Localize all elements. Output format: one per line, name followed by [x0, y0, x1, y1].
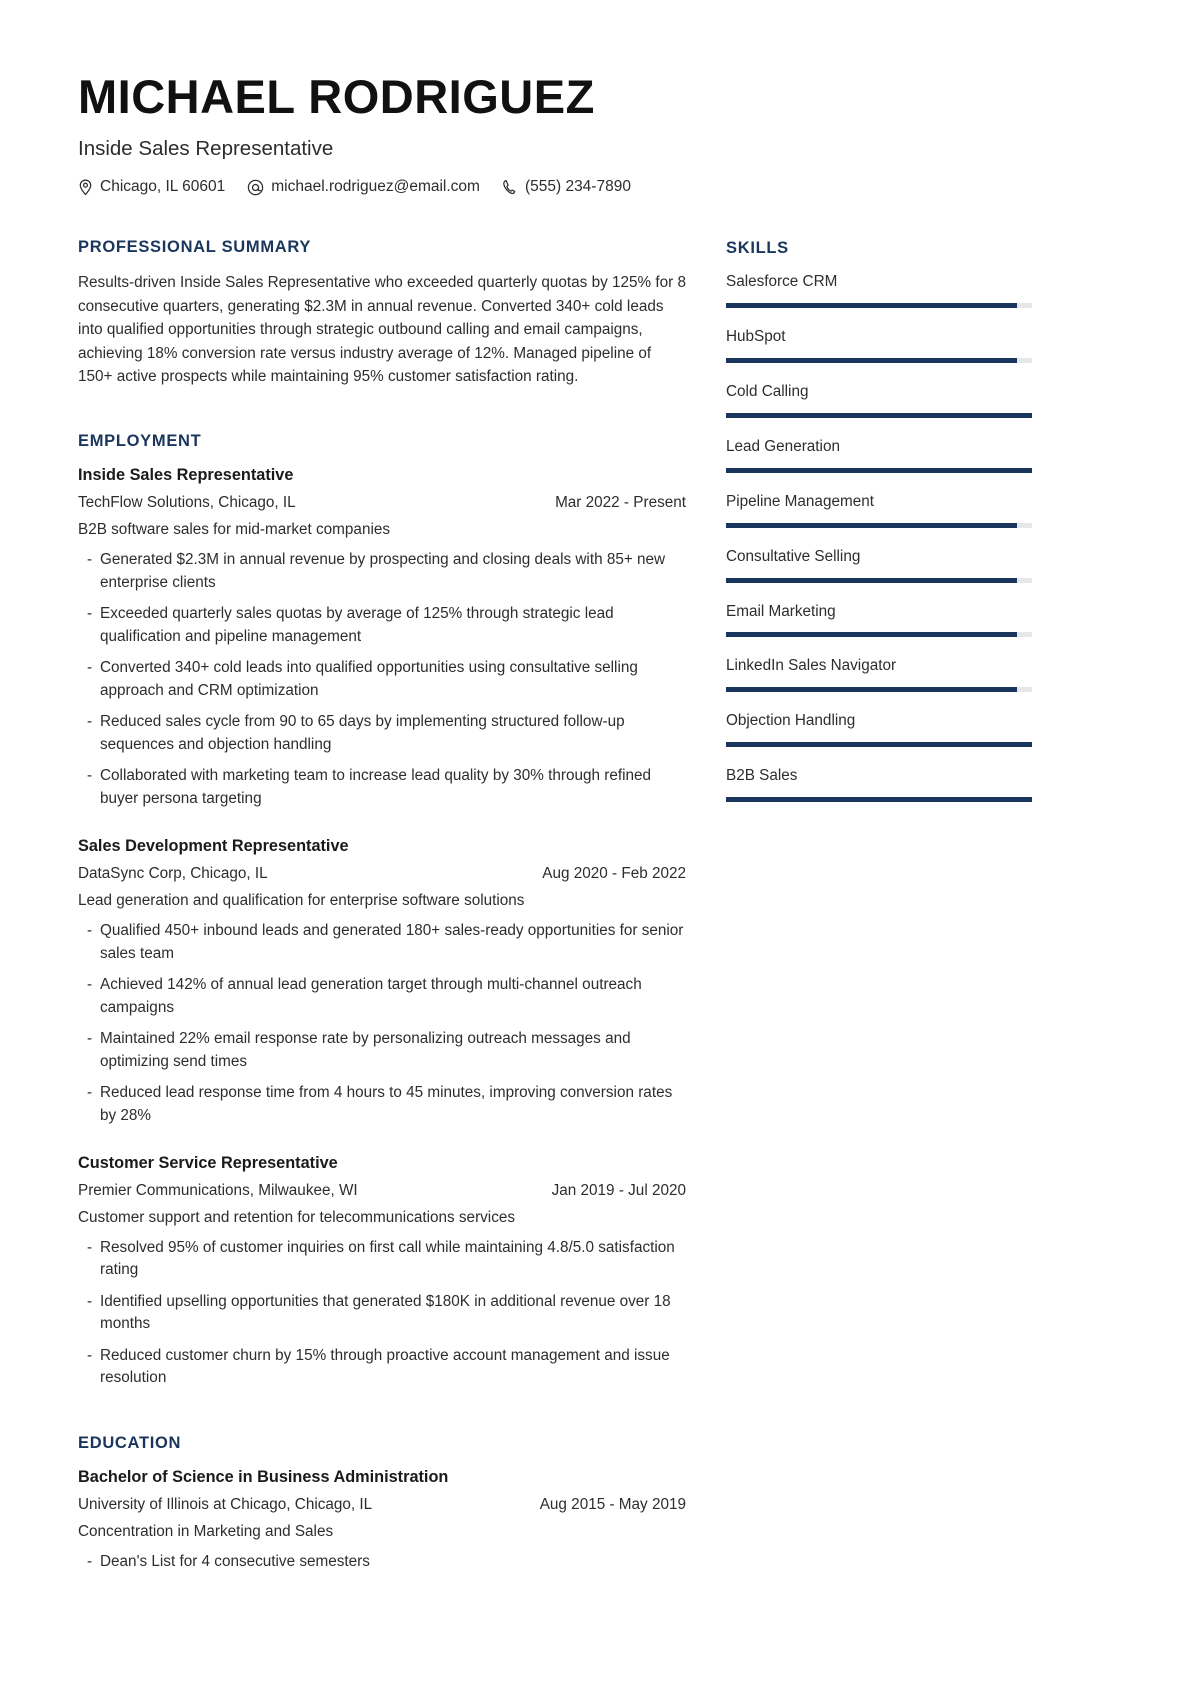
section-employment: [78, 432, 686, 1390]
skill-item: [726, 437, 1032, 473]
section-education: [78, 1434, 686, 1573]
job-dates: Aug 2020 - Feb 2022: [542, 865, 686, 883]
skill-level-track: [726, 413, 1032, 418]
skill-name: Email Marketing: [726, 602, 836, 620]
email-at-icon: [247, 179, 264, 196]
job-company: Premier Communications, Milwaukee, WI: [78, 1182, 358, 1200]
section-skills: [726, 239, 1032, 802]
job-entry: [78, 836, 686, 1127]
skill-level-track: [726, 742, 1032, 747]
job-bullet: [78, 1291, 686, 1336]
job-role: Inside Sales Representative: [78, 466, 294, 485]
skill-level-track: [726, 687, 1032, 692]
bullet-marker: -: [87, 1238, 93, 1256]
skill-level-track: [726, 358, 1032, 363]
contact-location-text: Chicago, IL 60601: [100, 178, 226, 196]
job-bullet: [78, 920, 686, 965]
education-description: Concentration in Marketing and Sales: [78, 1522, 334, 1540]
job-bullet: [78, 1028, 686, 1073]
bullet-marker: -: [87, 605, 93, 623]
skill-name: Consultative Selling: [726, 547, 861, 565]
skill-level-track: [726, 578, 1032, 583]
skill-item: [726, 711, 1032, 747]
bullet-text: Maintained 22% email response rate by personalizing outreach messages and optimizing send times: [100, 1030, 631, 1070]
education-entry: [78, 1467, 686, 1573]
resume-header: [0, 0, 1200, 196]
skill-item: [726, 656, 1032, 692]
bullet-text: Converted 340+ cold leads into qualified opportunities using consultative selling approach and CRM optimization: [100, 659, 638, 699]
section-title-employment: EMPLOYMENT: [78, 432, 202, 451]
job-dates: Jan 2019 - Jul 2020: [551, 1182, 686, 1200]
job-dates: Mar 2022 - Present: [555, 494, 686, 512]
skill-level-fill: [726, 468, 1032, 473]
job-bullet: [78, 1237, 686, 1282]
job-role: Customer Service Representative: [78, 1153, 338, 1172]
bullet-text: Exceeded quarterly sales quotas by average of 125% through strategic lead qualification and pipeline management: [100, 605, 614, 645]
education-school: University of Illinois at Chicago, Chicago, IL: [78, 1496, 373, 1514]
skill-level-track: [726, 797, 1032, 802]
skill-item: [726, 547, 1032, 583]
bullet-text: Reduced sales cycle from 90 to 65 days by implementing structured follow-up sequences and objection handling: [100, 713, 625, 753]
skill-item: [726, 492, 1032, 528]
skill-level-fill: [726, 523, 1017, 528]
skill-level-fill: [726, 413, 1032, 418]
skill-level-track: [726, 523, 1032, 528]
job-meta: [78, 493, 686, 514]
job-description: Customer support and retention for telecommunications services: [78, 1208, 516, 1226]
job-company: TechFlow Solutions, Chicago, IL: [78, 494, 296, 512]
skill-level-track: [726, 303, 1032, 308]
skills-list: [726, 272, 1032, 802]
skill-item: [726, 327, 1032, 363]
bullet-text: Achieved 142% of annual lead generation target through multi-channel outreach campaigns: [100, 976, 642, 1016]
bullet-marker: -: [87, 1084, 93, 1102]
job-bullet: [78, 1345, 686, 1390]
education-bullet: [78, 1551, 686, 1573]
job-meta: [78, 1181, 686, 1202]
bullet-text: Identified upselling opportunities that generated $180K in additional revenue over 18 months: [100, 1292, 671, 1333]
job-entry: [78, 465, 686, 810]
job-bullets: [78, 1237, 686, 1390]
phone-icon: [502, 179, 518, 196]
job-bullet: [78, 974, 686, 1019]
job-meta: [78, 864, 686, 885]
skill-level-fill: [726, 303, 1017, 308]
contact-email-text: michael.rodriguez@email.com: [271, 178, 480, 196]
skill-level-fill: [726, 687, 1017, 692]
job-company: DataSync Corp, Chicago, IL: [78, 865, 268, 883]
bullet-marker: -: [87, 1346, 93, 1364]
skill-name: HubSpot: [726, 328, 786, 346]
education-degree: Bachelor of Science in Business Administration: [78, 1467, 449, 1486]
skill-item: [726, 766, 1032, 802]
bullet-text: Dean's List for 4 consecutive semesters: [100, 1552, 370, 1570]
job-role: Sales Development Representative: [78, 837, 349, 856]
job-bullet: [78, 603, 686, 648]
job-bullet: [78, 765, 686, 810]
section-professional-summary: [78, 238, 686, 388]
resume-body: [0, 238, 1200, 1573]
skill-level-fill: [726, 742, 1032, 747]
bullet-marker: -: [87, 659, 93, 677]
job-description: Lead generation and qualification for enterprise software solutions: [78, 891, 525, 909]
job-bullets: [78, 920, 686, 1127]
skill-item: [726, 602, 1032, 638]
job-bullet: [78, 657, 686, 702]
skill-level-fill: [726, 578, 1017, 583]
location-pin-icon: [78, 179, 93, 196]
bullet-marker: -: [87, 767, 93, 785]
section-title-skills: SKILLS: [726, 239, 789, 258]
main-column: [78, 238, 686, 1573]
contact-email: [247, 178, 480, 196]
education-meta: [78, 1495, 686, 1516]
job-bullet: [78, 711, 686, 756]
job-bullet: [78, 1082, 686, 1127]
contact-phone: [502, 178, 631, 196]
contact-phone-text: (555) 234-7890: [524, 178, 631, 196]
candidate-job-title: Inside Sales Representative: [78, 136, 334, 160]
bullet-text: Reduced customer churn by 15% through proactive account management and issue resolution: [100, 1346, 670, 1387]
skill-item: [726, 382, 1032, 418]
education-dates: Aug 2015 - May 2019: [539, 1496, 686, 1514]
section-title-summary: PROFESSIONAL SUMMARY: [78, 238, 312, 257]
skill-name: Cold Calling: [726, 383, 809, 401]
skill-level-track: [726, 632, 1032, 637]
skill-name: LinkedIn Sales Navigator: [726, 657, 897, 675]
skill-level-track: [726, 468, 1032, 473]
section-title-education: EDUCATION: [78, 1433, 182, 1452]
bullet-marker: -: [87, 713, 93, 731]
skill-level-fill: [726, 632, 1017, 637]
bullet-marker: -: [87, 551, 93, 569]
contact-row: [78, 178, 1122, 196]
bullet-marker: -: [87, 1030, 93, 1048]
summary-text: Results-driven Inside Sales Representative who exceeded quarterly quotas by 125% for 8 consecutive quarters, generating $2.3M in annual revenue. Converted 340+ cold leads into qualified opportunities through strategic outbound calling and email campaigns, achieving 18% conversion rate versus industry average of 12%. Managed pipeline of 150+ active prospects while maintaining 95% customer satisfaction rating.: [78, 274, 686, 385]
contact-location: [78, 178, 225, 196]
skill-name: Objection Handling: [726, 712, 856, 730]
skill-level-fill: [726, 358, 1017, 363]
candidate-name: MICHAEL RODRIGUEZ: [78, 70, 595, 123]
bullet-text: Qualified 450+ inbound leads and generated 180+ sales-ready opportunities for senior sales team: [100, 922, 684, 962]
job-entry: [78, 1153, 686, 1390]
skill-name: Pipeline Management: [726, 492, 874, 510]
skill-name: B2B Sales: [726, 767, 798, 785]
education-bullets: [78, 1551, 686, 1573]
skill-name: Lead Generation: [726, 437, 840, 455]
bullet-marker: -: [87, 1292, 93, 1310]
skill-name: Salesforce CRM: [726, 273, 838, 291]
bullet-text: Resolved 95% of customer inquiries on first call while maintaining 4.8/5.0 satisfaction rating: [100, 1238, 675, 1279]
skill-item: [726, 272, 1032, 308]
bullet-marker: -: [87, 922, 93, 940]
skill-level-fill: [726, 797, 1032, 802]
sidebar-column: [726, 238, 1032, 821]
bullet-marker: -: [87, 1552, 93, 1570]
bullet-text: Collaborated with marketing team to increase lead quality by 30% through refined buyer persona targeting: [100, 767, 652, 807]
job-bullet: [78, 549, 686, 594]
job-description: B2B software sales for mid-market companies: [78, 521, 391, 539]
bullet-marker: -: [87, 976, 93, 994]
bullet-text: Reduced lead response time from 4 hours to 45 minutes, improving conversion rates by 28%: [100, 1084, 673, 1124]
bullet-text: Generated $2.3M in annual revenue by prospecting and closing deals with 85+ new enterprise clients: [100, 551, 666, 591]
job-bullets: [78, 549, 686, 810]
